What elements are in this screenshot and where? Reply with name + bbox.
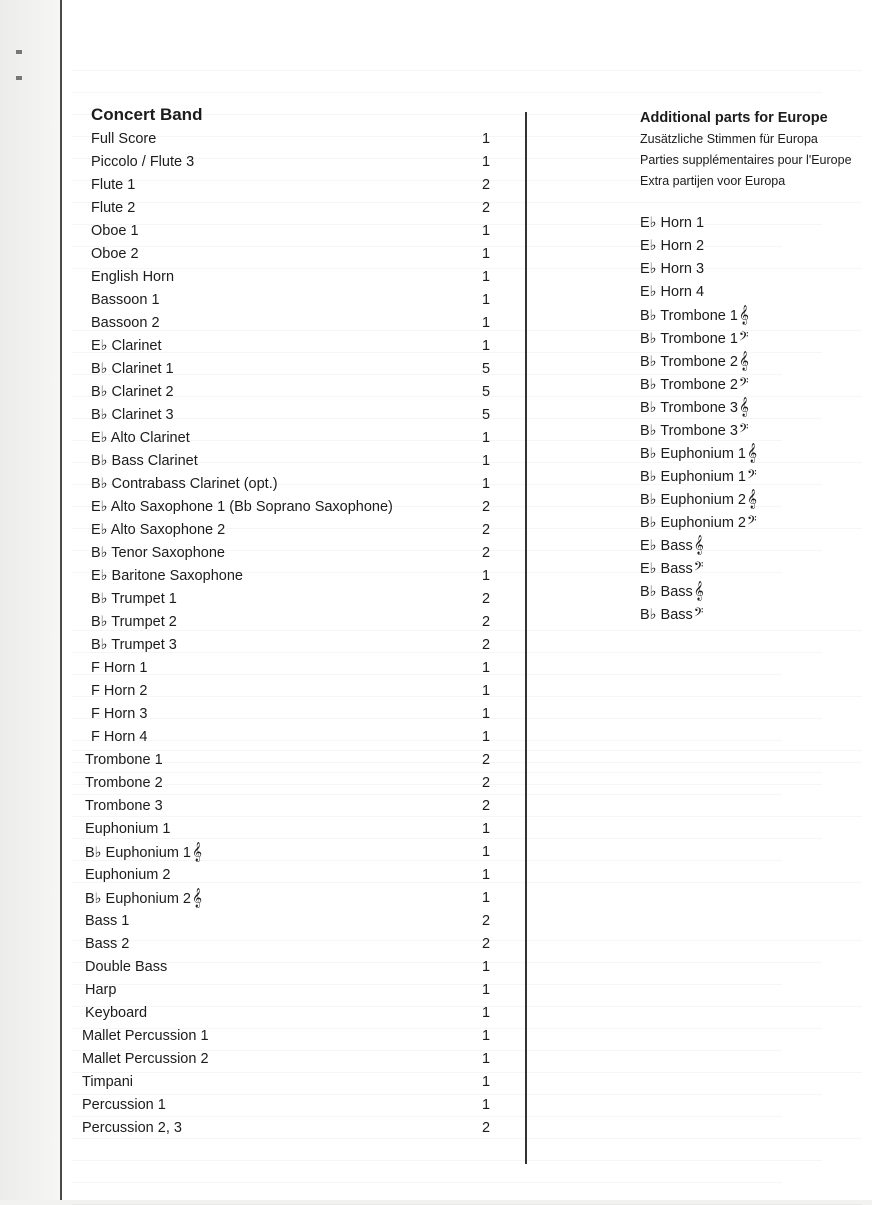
part-row [82,358,502,381]
part-row [82,197,502,220]
part-quantity: 2 [481,798,491,814]
part-name [91,473,278,496]
part-name [85,979,116,1002]
part-name [85,818,170,841]
part-quantity: 2 [481,1120,491,1136]
part-name-text: Keyboard [85,1005,148,1021]
part-name-text: E♭ Baritone Saxophone [91,568,243,584]
part-name-text: Mallet Percussion 2 [82,1051,209,1067]
bass-clef-icon: 𝄢 [693,559,704,577]
binding-margin [0,0,60,1200]
part-quantity: 1 [481,706,491,722]
treble-clef-icon: 𝄞 [747,443,758,463]
part-row [82,151,502,174]
europe-part-row [640,488,870,511]
europe-part-name: E♭ Horn 2 [640,238,705,254]
part-row [82,496,502,519]
part-name-text: Trombone 1 [85,752,163,768]
part-quantity: 2 [481,591,491,607]
part-name-text: Double Bass [85,959,168,975]
part-row [82,841,502,864]
part-name-text: Timpani [82,1074,134,1090]
parts-list [82,128,502,1140]
part-name-text: Mallet Percussion 1 [82,1028,209,1044]
part-name-text: E♭ Alto Saxophone 1 (Bb Soprano Saxophone) [91,499,393,515]
part-quantity: 1 [481,683,491,699]
europe-part-row [640,281,870,304]
europe-part-name: E♭ Horn 1 [640,215,705,231]
part-name [82,1071,133,1094]
part-name [85,956,167,979]
europe-part-name: B♭ Trombone 1 [640,308,738,324]
europe-part-row [640,442,870,465]
europe-section-header [640,107,872,192]
part-name [85,772,163,795]
part-name-text: F Horn 3 [91,706,148,722]
part-name-text: Harp [85,982,117,998]
europe-part-row [640,534,870,557]
part-quantity: 2 [481,637,491,653]
part-name-text: Trombone 3 [85,798,163,814]
part-name [85,887,202,911]
part-name [91,519,225,542]
part-quantity: 1 [481,821,491,837]
part-row [82,657,502,680]
part-quantity: 1 [481,959,491,975]
part-name-text: Bassoon 1 [91,292,160,308]
part-row [82,289,502,312]
treble-clef-icon: 𝄞 [192,888,203,908]
part-name-text: Trombone 2 [85,775,163,791]
part-quantity: 1 [481,453,491,469]
section-title: Concert Band [91,105,203,124]
part-quantity: 1 [481,223,491,239]
part-name-text: B♭ Contrabass Clarinet (opt.) [91,476,278,492]
concert-band-section [82,102,502,1140]
part-row [82,473,502,496]
treble-clef-icon: 𝄞 [738,305,749,325]
part-name [91,496,393,519]
part-row [82,1048,502,1071]
europe-part-name: B♭ Euphonium 2 [640,492,746,508]
part-quantity: 2 [481,775,491,791]
part-name-text: Oboe 1 [91,223,139,239]
show-through-line [72,1182,782,1183]
part-quantity: 1 [481,246,491,262]
part-name [91,151,194,174]
part-row [82,864,502,887]
europe-section-title: Additional parts for Europe [640,110,828,126]
part-row [82,910,502,933]
part-quantity: 2 [481,936,491,952]
part-quantity: 1 [481,292,491,308]
europe-part-row [640,511,870,534]
part-name-text: B♭ Euphonium 1 [85,845,191,861]
europe-part-row [640,304,870,327]
part-quantity: 2 [481,522,491,538]
part-quantity: 2 [481,545,491,561]
part-row [82,1117,502,1140]
part-name [91,381,174,404]
part-name-text: Flute 2 [91,200,136,216]
europe-part-row [640,373,870,396]
part-name [91,542,225,565]
part-name-text: E♭ Alto Clarinet [91,430,190,446]
europe-part-name: E♭ Horn 4 [640,284,705,300]
europe-part-row [640,327,870,350]
part-name [91,565,243,588]
part-name [85,933,129,956]
part-quantity: 1 [481,1005,491,1021]
europe-part-row [640,465,870,488]
part-row [82,933,502,956]
part-name-text: B♭ Trumpet 2 [91,614,177,630]
part-quantity: 2 [481,752,491,768]
part-name-text: B♭ Clarinet 3 [91,407,174,423]
part-quantity: 5 [481,407,491,423]
subtitle-french: Parties supplémentaires pour l'Europe [640,153,852,167]
part-name-text: B♭ Trumpet 3 [91,637,177,653]
part-name [91,197,135,220]
part-row [82,1025,502,1048]
part-row [82,1071,502,1094]
part-name [91,657,147,680]
part-name [91,588,177,611]
europe-part-row [640,258,870,281]
part-quantity: 1 [481,154,491,170]
bass-clef-icon: 𝄢 [693,605,704,623]
bass-clef-icon: 𝄢 [738,329,749,347]
europe-part-name: B♭ Trombone 2 [640,354,738,370]
part-row [82,887,502,910]
part-name-text: Bass 1 [85,913,130,929]
part-name-text: Percussion 1 [82,1097,166,1113]
part-row [82,588,502,611]
part-name [91,289,160,312]
part-quantity: 1 [481,1074,491,1090]
show-through-line [72,92,822,93]
part-quantity: 1 [481,1028,491,1044]
europe-part-name: B♭ Euphonium 2 [640,515,746,531]
margin-mark [16,50,22,54]
part-name [91,726,147,749]
part-row [82,1094,502,1117]
europe-part-row [640,235,870,258]
part-name-text: Euphonium 1 [85,821,171,837]
part-name [91,312,160,335]
part-name-text: Bassoon 2 [91,315,160,331]
part-quantity: 1 [481,867,491,883]
part-quantity: 5 [481,361,491,377]
part-row [82,404,502,427]
europe-part-name: E♭ Horn 3 [640,261,705,277]
part-quantity: 1 [481,890,491,906]
part-name [91,450,198,473]
part-name [82,1117,182,1140]
part-row [82,979,502,1002]
part-row [82,427,502,450]
europe-part-name: B♭ Trombone 3 [640,423,738,439]
part-quantity: 2 [481,499,491,515]
treble-clef-icon: 𝄞 [693,581,704,601]
subtitle-german: Zusätzliche Stimmen für Europa [640,132,818,146]
part-name [82,1048,209,1071]
part-row [82,542,502,565]
part-name [82,1025,209,1048]
part-row [82,381,502,404]
part-quantity: 1 [481,269,491,285]
part-row [82,243,502,266]
part-quantity: 1 [481,844,491,860]
part-row [82,519,502,542]
europe-parts-list [640,212,870,626]
part-quantity: 2 [481,200,491,216]
part-quantity: 1 [481,1097,491,1113]
part-row [82,680,502,703]
part-name [91,174,135,197]
part-name [91,266,174,289]
part-quantity: 1 [481,338,491,354]
part-name-text: B♭ Clarinet 2 [91,384,174,400]
treble-clef-icon: 𝄞 [738,397,749,417]
part-row [82,312,502,335]
part-name [91,220,139,243]
part-name [91,358,174,381]
part-name-text: E♭ Alto Saxophone 2 [91,522,226,538]
europe-part-name: B♭ Trombone 1 [640,331,738,347]
part-row [82,956,502,979]
bass-clef-icon: 𝄢 [747,513,757,531]
part-quantity: 1 [481,430,491,446]
europe-part-row [640,212,870,235]
part-quantity: 1 [481,568,491,584]
part-name [91,128,156,151]
part-name-text: F Horn 4 [91,729,148,745]
part-quantity: 5 [481,384,491,400]
part-row [82,634,502,657]
part-row [82,220,502,243]
part-name-text: Percussion 2, 3 [82,1120,182,1136]
part-name-text: Piccolo / Flute 3 [91,154,195,170]
part-row [82,818,502,841]
part-name-text: Bass 2 [85,936,130,952]
part-name [91,611,177,634]
europe-part-name: B♭ Euphonium 1 [640,469,746,485]
bass-clef-icon: 𝄢 [738,375,749,393]
part-name-text: English Horn [91,269,175,285]
part-name-text: Euphonium 2 [85,867,171,883]
part-quantity: 2 [481,913,491,929]
part-row [82,772,502,795]
part-name [91,680,147,703]
treble-clef-icon: 𝄞 [738,351,749,371]
margin-mark [16,76,22,80]
europe-part-row [640,603,870,626]
part-name [91,703,147,726]
part-row [82,128,502,151]
part-row [82,266,502,289]
show-through-line [72,1160,822,1161]
europe-part-name: B♭ Bass [640,584,693,600]
treble-clef-icon: 𝄞 [747,489,758,509]
europe-part-name: B♭ Trombone 3 [640,400,738,416]
part-name [85,841,202,865]
part-name [82,1094,166,1117]
part-name-text: F Horn 2 [91,683,148,699]
part-row [82,335,502,358]
part-row [82,795,502,818]
part-name-text: B♭ Tenor Saxophone [91,545,225,561]
part-name [91,427,190,450]
europe-part-row [640,557,870,580]
part-row [82,174,502,197]
europe-part-row [640,350,870,373]
bass-clef-icon: 𝄢 [738,421,749,439]
part-name [91,335,162,358]
part-name-text: Oboe 2 [91,246,139,262]
europe-part-row [640,396,870,419]
part-quantity: 2 [481,614,491,630]
part-quantity: 1 [481,660,491,676]
part-name [85,910,129,933]
europe-part-row [640,580,870,603]
europe-part-row [640,419,870,442]
part-name [91,634,177,657]
part-name-text: B♭ Bass Clarinet [91,453,198,469]
part-name [85,864,170,887]
part-quantity: 1 [481,729,491,745]
part-row [82,703,502,726]
part-quantity: 1 [481,315,491,331]
show-through-line [72,70,862,71]
part-name [91,404,174,427]
part-name [85,795,163,818]
treble-clef-icon: 𝄞 [693,535,704,555]
part-quantity: 1 [481,476,491,492]
part-quantity: 1 [481,1051,491,1067]
part-name [85,749,163,772]
part-row [82,611,502,634]
europe-part-name: B♭ Euphonium 1 [640,446,746,462]
europe-part-name: B♭ Trombone 2 [640,377,738,393]
part-row [82,749,502,772]
column-divider [525,112,527,1164]
part-quantity: 1 [481,982,491,998]
part-row [82,726,502,749]
part-name [85,1002,147,1025]
part-name-text: Full Score [91,131,157,147]
part-name-text: B♭ Clarinet 1 [91,361,174,377]
europe-part-name: B♭ Bass [640,607,693,623]
part-row [82,565,502,588]
bass-clef-icon: 𝄢 [747,467,757,485]
treble-clef-icon: 𝄞 [192,842,203,862]
part-name-text: B♭ Trumpet 1 [91,591,177,607]
part-name [91,243,139,266]
part-quantity: 2 [481,177,491,193]
europe-part-name: E♭ Bass [640,538,693,554]
part-name-text: E♭ Clarinet [91,338,162,354]
part-row [82,450,502,473]
europe-part-name: E♭ Bass [640,561,693,577]
part-name-text: Flute 1 [91,177,136,193]
part-name-text: F Horn 1 [91,660,148,676]
part-name-text: B♭ Euphonium 2 [85,891,191,907]
part-row [82,1002,502,1025]
subtitle-dutch: Extra partijen voor Europa [640,174,786,188]
part-quantity: 1 [481,131,491,147]
